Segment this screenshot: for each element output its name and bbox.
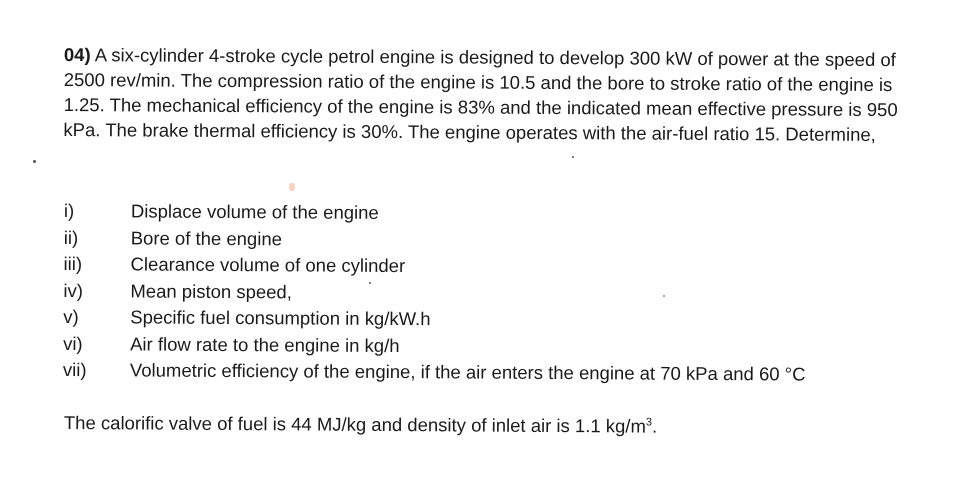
part-number: vi) xyxy=(63,332,83,354)
part-text: Air flow rate to the engine in kg/h xyxy=(130,332,400,356)
question-paragraph xyxy=(63,42,914,147)
part-text: Volumetric efficiency of the engine, if the air enters the engine at 70 kPa and 60 °C xyxy=(129,359,806,385)
part-text: Displace volume of the engine xyxy=(130,200,379,223)
note-text: The calorific valve of fuel is 44 MJ/kg and density of inlet air is 1.1 kg/m xyxy=(63,411,646,437)
part-text: Clearance volume of one cylinder xyxy=(130,253,406,277)
part-text: Specific fuel consumption in kg/kW.h xyxy=(130,306,431,330)
question-text: A six-cylinder 4-stroke cycle petrol engine is designed to develop 300 kW of power at the speed of 2500 rev/min. The compression ratio of the engine is 10.5 and the bore to stroke ratio of the engine is 1.25. The mechanical efficiency of the engine is 83% and the indicated mean effective pressure is 950 kPa. The brake thermal efficiency is 30%. The engine operates with the air-fuel ratio 15. Determine, xyxy=(63,44,898,145)
given-data-note xyxy=(64,410,924,440)
question-number: 04) xyxy=(63,43,91,66)
part-number: iii) xyxy=(63,252,83,275)
list-item xyxy=(63,357,923,389)
ink-smudge xyxy=(289,183,295,191)
part-number: v) xyxy=(63,305,79,328)
part-number: i) xyxy=(63,199,75,222)
note-superscript: 3 xyxy=(645,416,653,429)
paper-speck xyxy=(33,160,36,163)
part-number: iv) xyxy=(63,279,84,301)
part-text: Mean piston speed, xyxy=(130,279,292,302)
part-number: ii) xyxy=(63,226,79,248)
part-text: Bore of the engine xyxy=(130,226,283,249)
paper-speck xyxy=(572,156,574,158)
question-parts-list xyxy=(63,198,924,389)
note-end: . xyxy=(651,415,658,437)
part-number: vii) xyxy=(62,358,87,381)
